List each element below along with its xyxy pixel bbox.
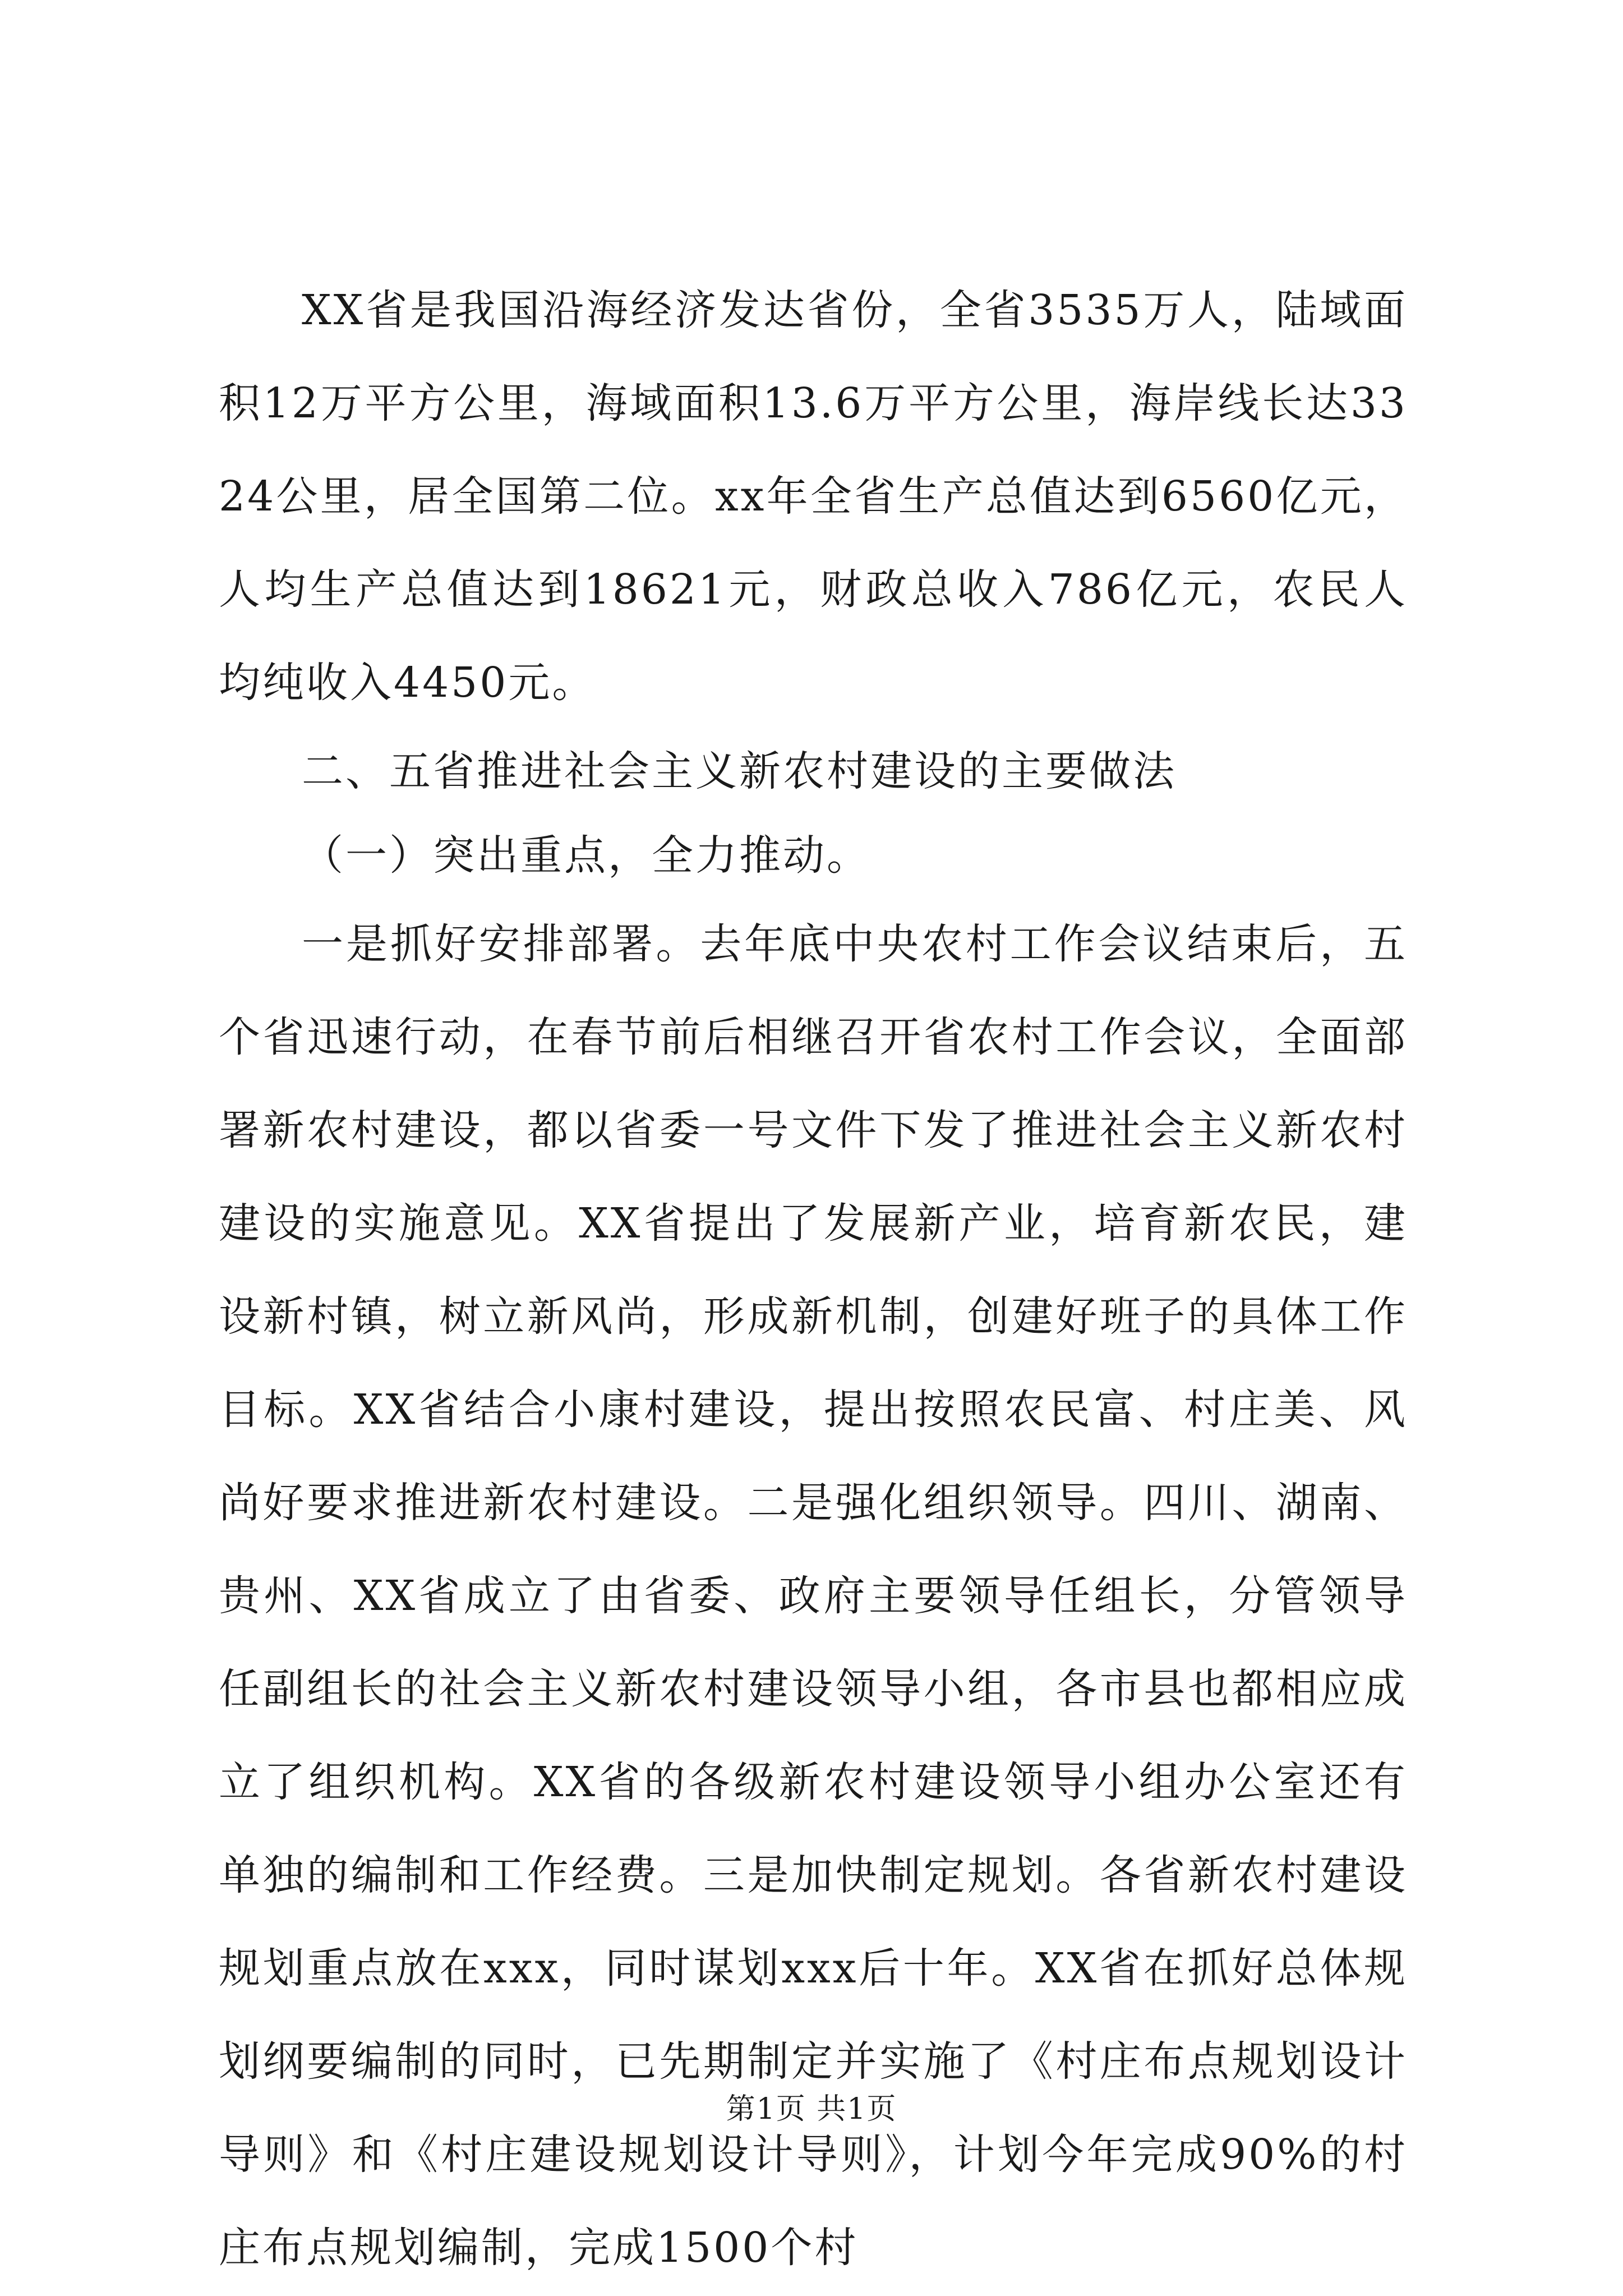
page-number-footer: 第1页 共1页 [726,2092,897,2126]
body-paragraph: 一是抓好安排部署。去年底中央农村工作会议结束后，五个省迅速行动，在春节前后相继召开省农村工作会议，全面部署新农村建设，都以省委一号文件下发了推进社会主义新农村建设的实施意见。XX省提出了发展新产业，培育新农民，建设新村镇，树立新风尚，形成新机制，创建好班子的具体工作目标。XX省结合小康村建设，提出按照农民富、村庄美、风尚好要求推进新农村建设。二是强化组织领导。四川、湖南、贵州、XX省成立了由省委、政府主要领导任组长，分管领导任副组长的社会主义新农村建设领导小组，各市县也都相应成立了组织机构。XX省的各级新农村建设领导小组办公室还有单独的编制和工作经费。三是加快制定规划。各省新农村建设规划重点放在xxx，同时谋划xxx后十年。XX省在抓好总体规划纲要编制的同时，已先期制定并实施了《村庄布点规划设计导则》和《村庄建设规划设计导则》，计划今年完成90%的村庄布点规划编制，完成1500个村 [219,920,1408,2272]
section-heading: 二、五省推进社会主义新农村建设的主要做法 [302,747,1177,795]
subsection-heading: （一）突出重点，全力推动。 [302,831,870,880]
intro-paragraph: XX省是我国沿海经济发达省份，全省3535万人，陆域面积12万平方公里，海域面积13.6万平方公里，海岸线长达3324公里，居全国第二位。xx年全省生产总值达到6560亿元，人均生产总值达到18621元，财政总收入786亿元，农民人均纯收入4450元。 [219,286,1408,707]
document-body [219,264,1408,2294]
